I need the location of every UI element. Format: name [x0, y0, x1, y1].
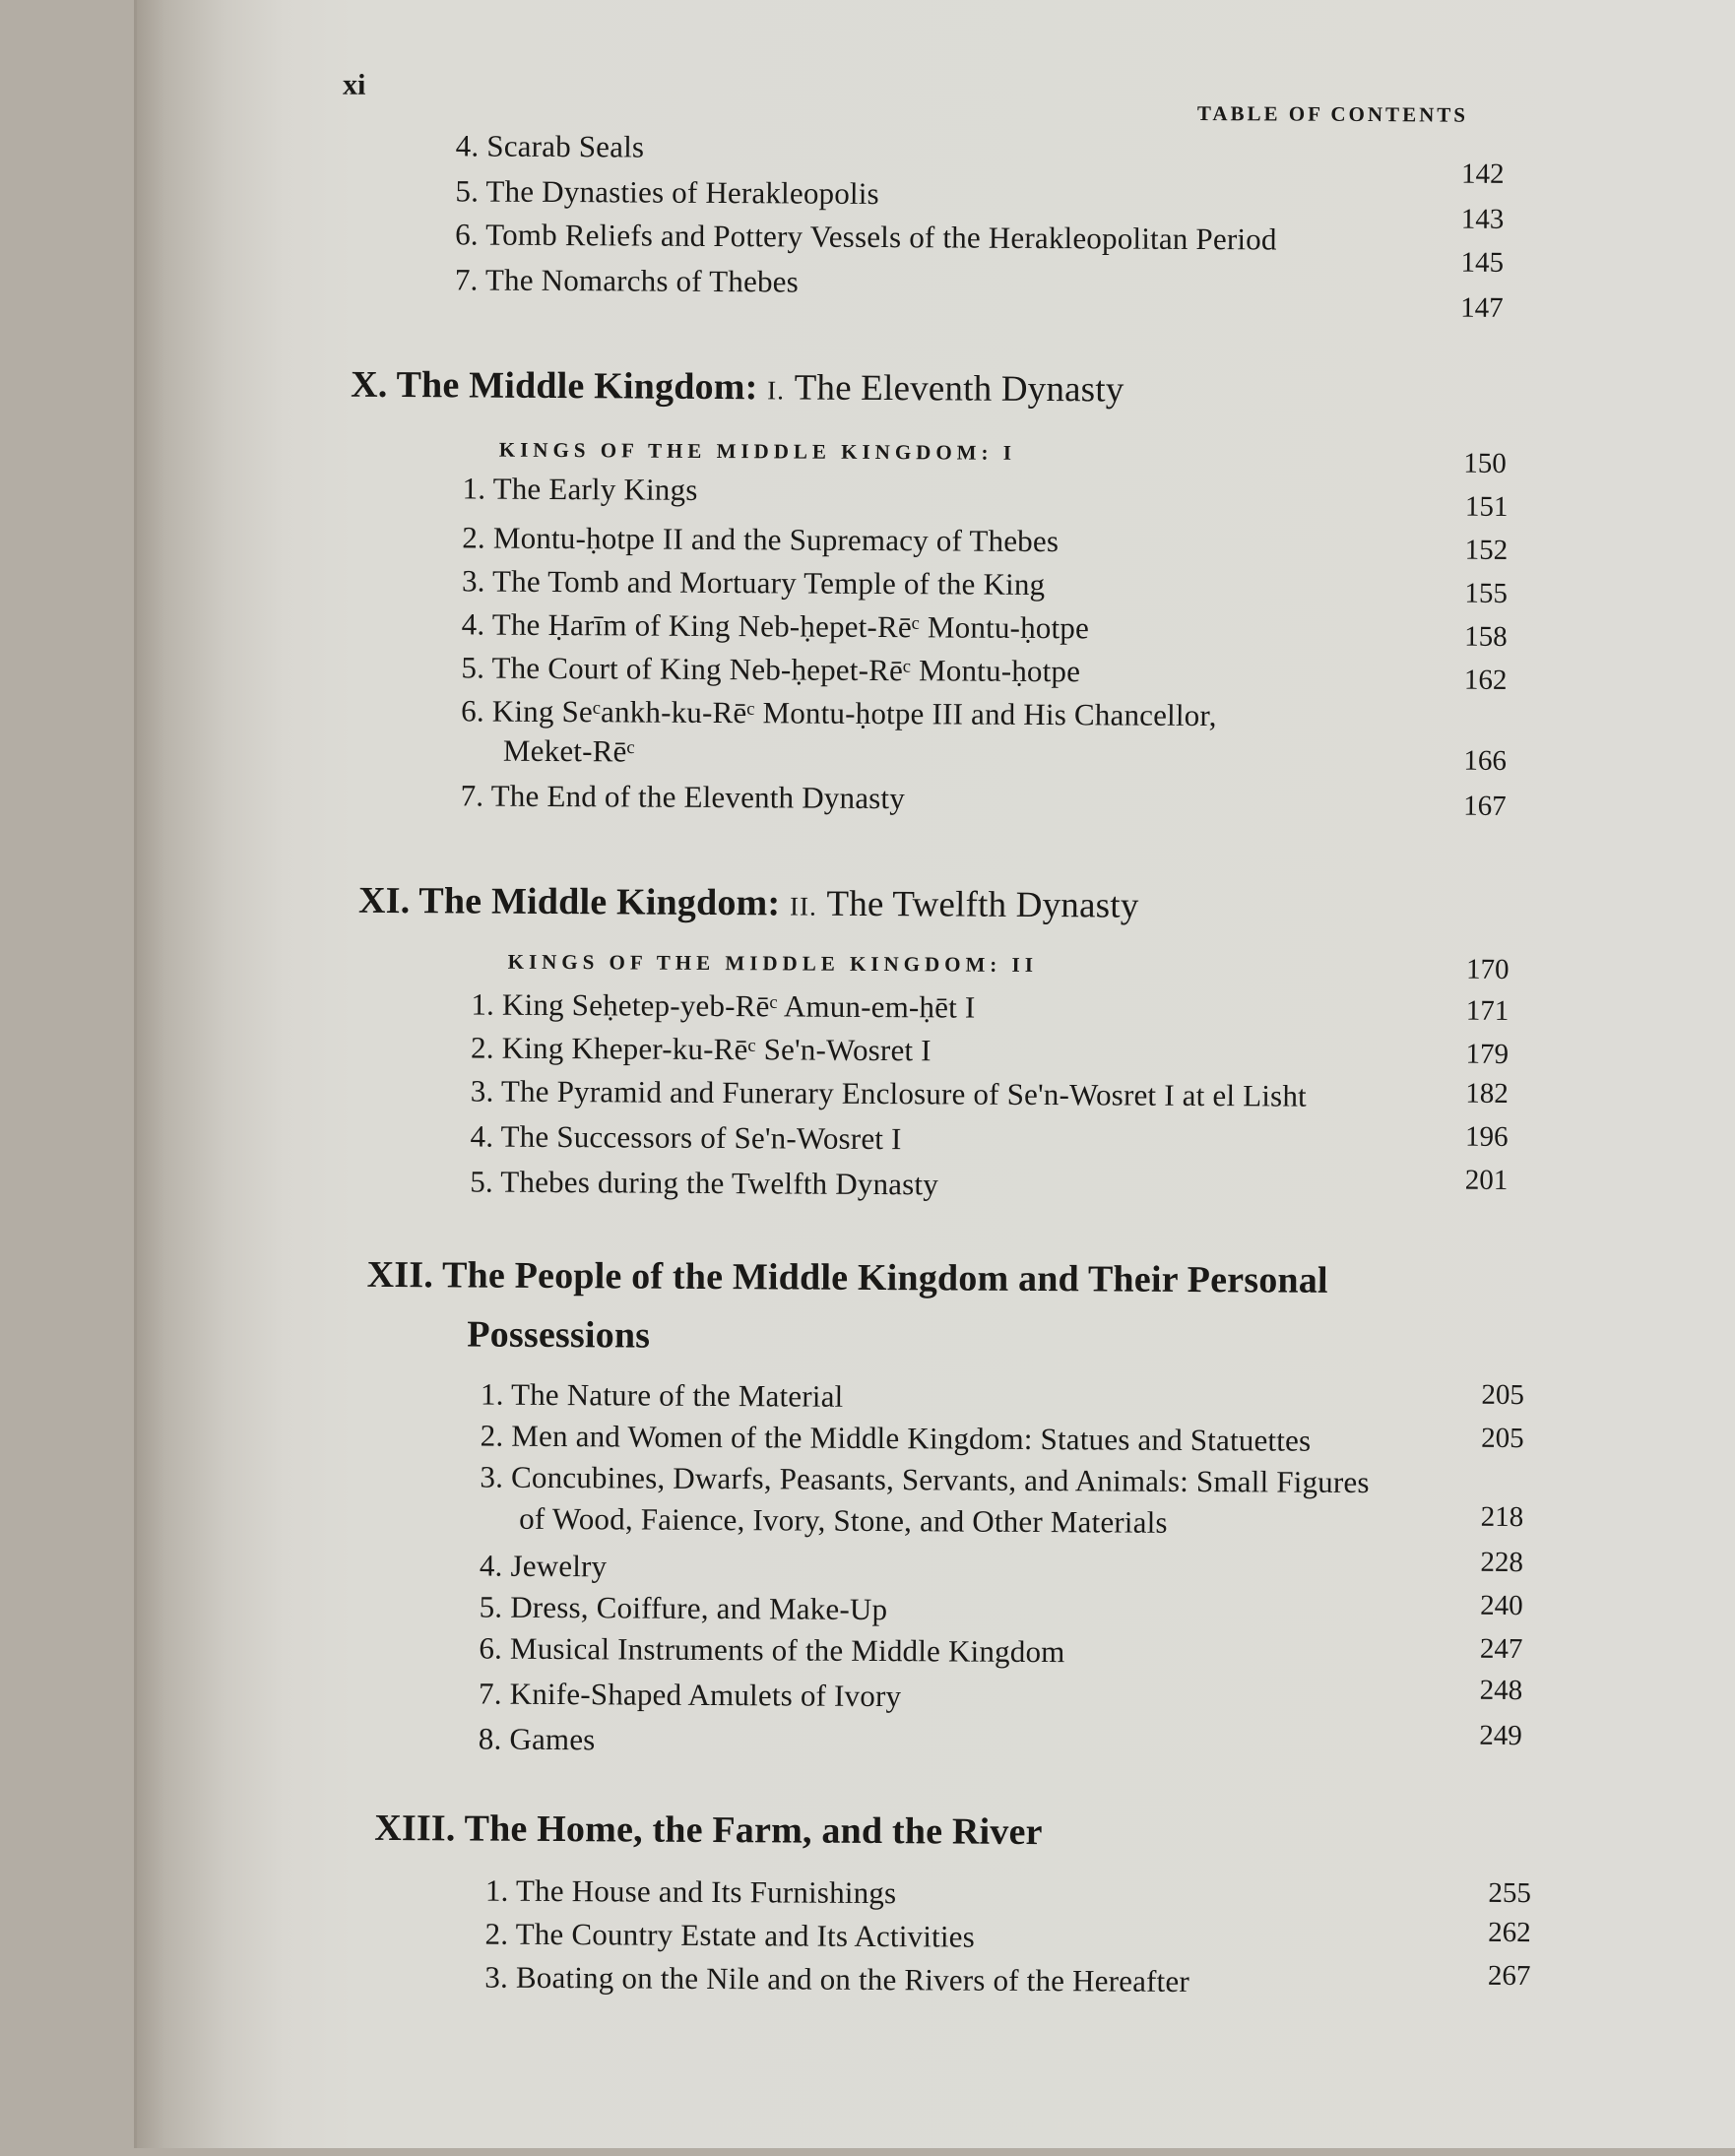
- chapter-heading[interactable]: [357, 879, 1139, 926]
- chapter-title: The People of the Middle Kingdom and Their Personal: [441, 1254, 1328, 1301]
- toc-entry[interactable]: [484, 1959, 1190, 1998]
- entry-title: The Pyramid and Funerary Enclosure of Se'n-Wosret I at el Lisht: [500, 1073, 1308, 1113]
- entry-number: 3.: [461, 563, 485, 599]
- entry-number: 6.: [455, 217, 479, 252]
- entry-title: Scarab Seals: [486, 128, 645, 164]
- toc-entry[interactable]: [470, 1164, 939, 1202]
- entry-title: The Tomb and Mortuary Temple of the King: [491, 563, 1046, 602]
- chapter-title: The Home, the Farm, and the River: [464, 1807, 1043, 1854]
- entry-page: 205: [1481, 1378, 1525, 1412]
- entry-page: 167: [1463, 790, 1507, 822]
- entry-page: 182: [1465, 1077, 1509, 1110]
- entry-number: 3.: [480, 1459, 504, 1494]
- entry-title: Thebes during the Twelfth Dynasty: [500, 1164, 939, 1202]
- chapter-title: The Middle Kingdom:: [396, 364, 758, 409]
- toc-entry[interactable]: [478, 1721, 596, 1757]
- entry-page: 248: [1479, 1674, 1523, 1707]
- entry-title-continued[interactable]: of Wood, Faience, Ivory, Stone, and Other Materials: [519, 1500, 1168, 1540]
- entry-page: 228: [1480, 1546, 1524, 1579]
- toc-entry[interactable]: [455, 128, 645, 164]
- chapter-number: XII.: [366, 1253, 434, 1297]
- entry-number: 2.: [462, 520, 486, 555]
- chapter-number: XIII.: [374, 1807, 456, 1850]
- entry-title: Dress, Coiffure, and Make-Up: [510, 1589, 888, 1627]
- entry-page: 240: [1480, 1589, 1523, 1622]
- toc-entry[interactable]: [461, 606, 1090, 646]
- entry-number: 6.: [461, 693, 484, 729]
- kings-list-entry[interactable]: KINGS OF THE MIDDLE KINGDOM: II: [507, 949, 1039, 978]
- entry-title: Knife-Shaped Amulets of Ivory: [509, 1676, 902, 1714]
- chapter-heading[interactable]: [351, 363, 1125, 411]
- entry-number: 3.: [470, 1073, 494, 1109]
- entry-title: The Ḥarīm of King Neb-ḥepet-Rēᶜ Montu-ḥotpe: [491, 606, 1090, 646]
- entry-page: 267: [1487, 1959, 1531, 1993]
- entry-number: 2.: [471, 1030, 494, 1065]
- entry-title: Montu-ḥotpe II and the Supremacy of Thebes: [492, 520, 1060, 559]
- toc-entry[interactable]: [462, 471, 698, 507]
- entry-number: 1.: [484, 1872, 509, 1908]
- entry-title: The Nomarchs of Thebes: [484, 262, 800, 299]
- entry-page: 249: [1479, 1719, 1522, 1752]
- part-title: The Twelfth Dynasty: [826, 883, 1139, 926]
- toc-entry[interactable]: [470, 1118, 902, 1157]
- entry-number: 2.: [480, 1418, 504, 1453]
- entry-page: 170: [1466, 953, 1510, 985]
- part-number: I.: [767, 375, 786, 406]
- entry-number: 4.: [455, 128, 480, 163]
- toc-entry[interactable]: [479, 1589, 888, 1627]
- entry-page: 179: [1465, 1038, 1510, 1070]
- toc-entry[interactable]: [470, 1073, 1308, 1113]
- entry-number: 1.: [471, 986, 495, 1022]
- entry-page: 171: [1465, 994, 1510, 1027]
- toc-entry[interactable]: [480, 1376, 844, 1414]
- toc-entry[interactable]: [484, 1872, 897, 1911]
- entry-page: 247: [1479, 1632, 1523, 1666]
- chapter-heading[interactable]: [374, 1807, 1043, 1854]
- entry-number: 7.: [460, 778, 484, 813]
- entry-title: Boating on the Nile and on the Rivers of the Hereafter: [515, 1959, 1190, 1998]
- entry-number: 2.: [484, 1916, 509, 1951]
- entry-page: 162: [1463, 664, 1508, 696]
- toc-entry[interactable]: [479, 1630, 1065, 1670]
- entry-page: 158: [1464, 620, 1508, 653]
- entry-number: 4.: [479, 1548, 503, 1583]
- entry-title: The Successors of Se'n-Wosret I: [500, 1118, 902, 1157]
- entry-page: 145: [1460, 246, 1505, 279]
- entry-number: 7.: [478, 1676, 502, 1711]
- entry-title: Jewelry: [510, 1548, 608, 1584]
- part-title: The Eleventh Dynasty: [794, 367, 1125, 411]
- entry-title: The Country Estate and Its Activities: [515, 1916, 976, 1954]
- entry-title: The Early Kings: [492, 471, 698, 507]
- entry-number: 4.: [470, 1118, 494, 1154]
- entry-number: 3.: [484, 1959, 509, 1995]
- chapter-number: X.: [351, 363, 388, 406]
- entry-number: 5.: [470, 1164, 494, 1199]
- entry-page: 255: [1488, 1876, 1531, 1910]
- entry-page: 142: [1460, 158, 1505, 190]
- entry-title: Musical Instruments of the Middle Kingdom: [509, 1630, 1065, 1670]
- entry-page: 201: [1464, 1164, 1509, 1196]
- entry-title: The Court of King Neb-ḥepet-Rēᶜ Montu-ḥotpe: [491, 650, 1081, 689]
- toc-entry[interactable]: [454, 262, 800, 299]
- entry-page: 143: [1460, 203, 1505, 235]
- entry-number: 7.: [454, 262, 479, 297]
- entry-number: 4.: [461, 606, 485, 642]
- part-number: II.: [789, 891, 817, 921]
- entry-number: 5.: [479, 1589, 503, 1624]
- toc-entry[interactable]: [479, 1548, 608, 1584]
- entry-page: 147: [1460, 291, 1504, 324]
- toc-entry[interactable]: [462, 520, 1060, 559]
- kings-list-entry[interactable]: KINGS OF THE MIDDLE KINGDOM: I: [498, 437, 1017, 465]
- entry-page: 205: [1481, 1422, 1524, 1455]
- entry-number: 1.: [462, 471, 486, 506]
- entry-title: Men and Women of the Middle Kingdom: Statues and Statuettes: [511, 1418, 1312, 1458]
- entry-title: King Kheper-ku-Rēᶜ Se'n-Wosret I: [501, 1030, 932, 1068]
- chapter-heading[interactable]: [366, 1253, 1328, 1301]
- entry-page: 218: [1480, 1500, 1524, 1534]
- entry-title: The House and Its Furnishings: [515, 1872, 897, 1911]
- entry-title: Concubines, Dwarfs, Peasants, Servants, and Animals: Small Figures: [510, 1459, 1370, 1500]
- chapter-number: XI.: [357, 879, 411, 922]
- entry-title: The Nature of the Material: [510, 1376, 844, 1414]
- toc-entry[interactable]: [462, 565, 1045, 600]
- toc-entry[interactable]: [480, 1459, 1370, 1500]
- toc-entry[interactable]: [455, 173, 879, 212]
- entry-title-continued[interactable]: Meket-Rēᶜ: [502, 732, 635, 769]
- toc-entry[interactable]: [478, 1676, 902, 1714]
- entry-title: Games: [509, 1721, 596, 1757]
- entry-page: 196: [1464, 1120, 1509, 1153]
- toc-entry[interactable]: [480, 1418, 1312, 1458]
- toc-entry[interactable]: [461, 650, 1081, 689]
- entry-page: 151: [1464, 490, 1509, 523]
- entry-number: 5.: [461, 650, 485, 685]
- entry-number: 6.: [479, 1630, 503, 1666]
- entry-page: 166: [1463, 744, 1508, 777]
- entry-number: 8.: [478, 1721, 502, 1756]
- page-folio: xi: [342, 68, 366, 101]
- entry-title: Tomb Reliefs and Pottery Vessels of the Herakleopolitan Period: [485, 217, 1277, 257]
- entry-number: 1.: [480, 1376, 504, 1412]
- entry-title: King Seᶜankh-ku-Rēᶜ Montu-ḥotpe III and His Chancellor,: [491, 693, 1217, 733]
- running-head: TABLE OF CONTENTS: [1196, 100, 1469, 127]
- entry-title: King Seḥetep-yeb-Rēᶜ Amun-em-ḥēt I: [501, 986, 976, 1025]
- entry-title: The Dynasties of Herakleopolis: [485, 173, 879, 212]
- entry-page: 152: [1464, 534, 1509, 566]
- entry-title: The End of the Eleventh Dynasty: [490, 778, 906, 816]
- entry-number: 5.: [455, 173, 480, 209]
- chapter-title: The Middle Kingdom:: [418, 880, 781, 924]
- toc-entry[interactable]: [471, 986, 976, 1025]
- toc-entry[interactable]: [484, 1916, 976, 1954]
- entry-page: 155: [1464, 577, 1509, 609]
- toc-entry[interactable]: [455, 217, 1277, 257]
- entry-page: 150: [1463, 447, 1507, 479]
- toc-entry[interactable]: [471, 1030, 932, 1068]
- chapter-title-continued[interactable]: Possessions: [467, 1313, 651, 1357]
- entry-page: 262: [1488, 1916, 1531, 1949]
- toc-entry[interactable]: [461, 693, 1217, 733]
- toc-entry[interactable]: [460, 778, 906, 816]
